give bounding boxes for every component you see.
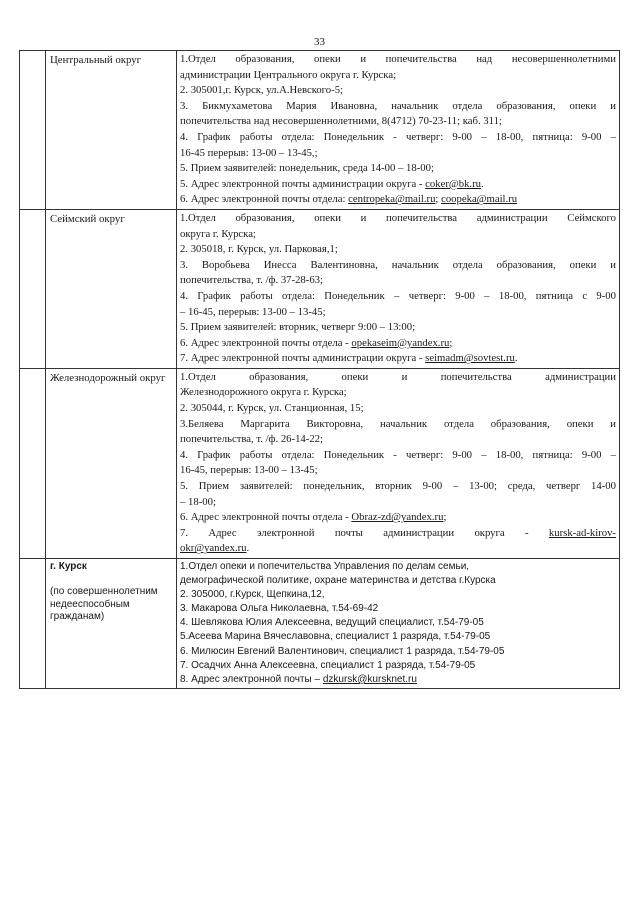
district-name: Железнодорожный округ xyxy=(46,368,177,558)
table-row-seimsky xyxy=(20,209,620,368)
page-number: 33 xyxy=(314,36,325,48)
detail-line: 5.Асеева Марина Вячеславовна, специалист 1 разряда, т.54-79-05 xyxy=(180,631,491,643)
email-line: 7. Адрес электронной почты администрации округа - kursk-ad-kirov- xyxy=(180,526,616,539)
district-name: г. Курск xyxy=(50,561,87,572)
district-details xyxy=(177,209,620,368)
detail-line: попечительства, т. /ф. 37-28-63; xyxy=(180,274,323,287)
detail-line: 2. 305044, г. Курск, ул. Станционная, 15; xyxy=(180,402,364,415)
table-row-central xyxy=(20,51,620,210)
district-cell xyxy=(46,559,177,689)
detail-line: попечительства, т. /ф. 26-14-22; xyxy=(180,433,323,446)
detail-line: 2. 305001,г. Курск, ул.А.Невского-5; xyxy=(180,84,344,97)
table-row-kursk xyxy=(20,559,620,689)
detail-line: 4. Шевлякова Юлия Алексеевна, ведущий специалист, т.54-79-05 xyxy=(180,617,484,629)
detail-line: – 16-45, перерыв: 13-00 – 13-45; xyxy=(180,305,326,318)
district-note: (по совершеннолетним недееспособным гражданам) xyxy=(50,586,158,622)
detail-line: 4. График работы отдела: Понедельник - четверг: 9-00 – 18-00, пятница: 9-00 – xyxy=(180,130,616,143)
contacts-table xyxy=(19,50,620,689)
detail-line: 16-45, перерыв: 13-00 – 13-45; xyxy=(180,464,318,477)
table-row-zheleznodorozhny xyxy=(20,368,620,558)
detail-line: 5. Прием заявителей: понедельник, вторник 9-00 – 13-00; среда, четверг 14-00 xyxy=(180,480,616,493)
email-line: 6. Адрес электронной почты отдела: centropeka@mail.ru; coopeka@mail.ru xyxy=(180,193,518,206)
detail-line: 1.Отдел образования, опеки и попечительства администрации xyxy=(180,370,616,383)
district-details xyxy=(177,368,620,558)
detail-line: 5. Прием заявителей: понедельник, среда 14-00 – 18-00; xyxy=(180,162,434,175)
index-cell xyxy=(20,209,46,368)
district-details xyxy=(177,51,620,210)
detail-line: 2. 305000, г.Курск, Щепкина,12, xyxy=(180,589,325,601)
detail-line: 3. Бикмухаметова Мария Ивановна, начальник отдела образования, опеки и xyxy=(180,99,616,112)
detail-line: администрации Центрального округа г. Курска; xyxy=(180,68,397,81)
detail-line: 16-45 перерыв: 13-00 – 13-45,; xyxy=(180,146,318,159)
detail-line: 2. 305018, г. Курск, ул. Парковая,1; xyxy=(180,243,338,256)
detail-line: 4. График работы отдела: Понедельник - четверг: 9-00 – 18-00, пятница: 9-00 – xyxy=(180,448,616,461)
district-name: Центральный округ xyxy=(46,51,177,210)
detail-line: 1.Отдел опеки и попечительства Управления по делам семьи, xyxy=(180,561,470,572)
detail-line: 3. Макарова Ольга Николаевна, т.54-69-42 xyxy=(180,603,379,615)
email-line: 7. Адрес электронной почты администрации округа - seimadm@sovtest.ru. xyxy=(180,352,518,365)
detail-line: округа г. Курска; xyxy=(180,227,256,240)
email-line: okr@yandex.ru. xyxy=(180,542,250,555)
district-details xyxy=(177,559,620,689)
email-line: 5. Адрес электронной почты администрации округа - coker@bk.ru. xyxy=(180,177,484,190)
detail-line: 5. Прием заявителей: вторник, четверг 9:00 – 13:00; xyxy=(180,321,416,334)
detail-line: 4. График работы отдела: Понедельник – четверг: 9-00 – 18-00, пятница с 9-00 xyxy=(180,289,616,302)
detail-line: 1.Отдел образования, опеки и попечительства над несовершеннолетними xyxy=(180,53,616,65)
detail-line: попечительства над несовершеннолетними, 8(4712) 70-23-11; каб. 311; xyxy=(180,115,502,128)
index-cell xyxy=(20,368,46,558)
index-cell xyxy=(20,559,46,689)
detail-line: 7. Осадчих Анна Алексеевна, специалист 1 разряда, т.54-79-05 xyxy=(180,659,476,671)
detail-line: 3.Беляева Маргарита Викторовна, начальник отдела образования, опеки и xyxy=(180,417,616,430)
email-line: 6. Адрес электронной почты отдела - opekaseim@yandex.ru; xyxy=(180,336,453,349)
detail-line: 6. Милюсин Евгений Валентинович, специалист 1 разряда, т.54-79-05 xyxy=(180,645,505,657)
detail-line: 1.Отдел образования, опеки и попечительства администрации Сеймского xyxy=(180,211,616,224)
district-name: Сеймский округ xyxy=(46,209,177,368)
detail-line: Железнодорожного округа г. Курска; xyxy=(180,386,347,399)
detail-line: – 18-00; xyxy=(180,495,216,508)
detail-line: 3. Воробьева Инесса Валентиновна, начальник отдела образования, опеки и xyxy=(180,258,616,271)
detail-line: демографической политике, охране материнства и детства г.Курска xyxy=(180,575,496,587)
index-cell xyxy=(20,51,46,210)
email-line: 8. Адрес электронной почты – dzkursk@kursknet.ru xyxy=(180,673,417,685)
email-line: 6. Адрес электронной почты отдела - Obraz-zd@yandex.ru; xyxy=(180,511,447,524)
